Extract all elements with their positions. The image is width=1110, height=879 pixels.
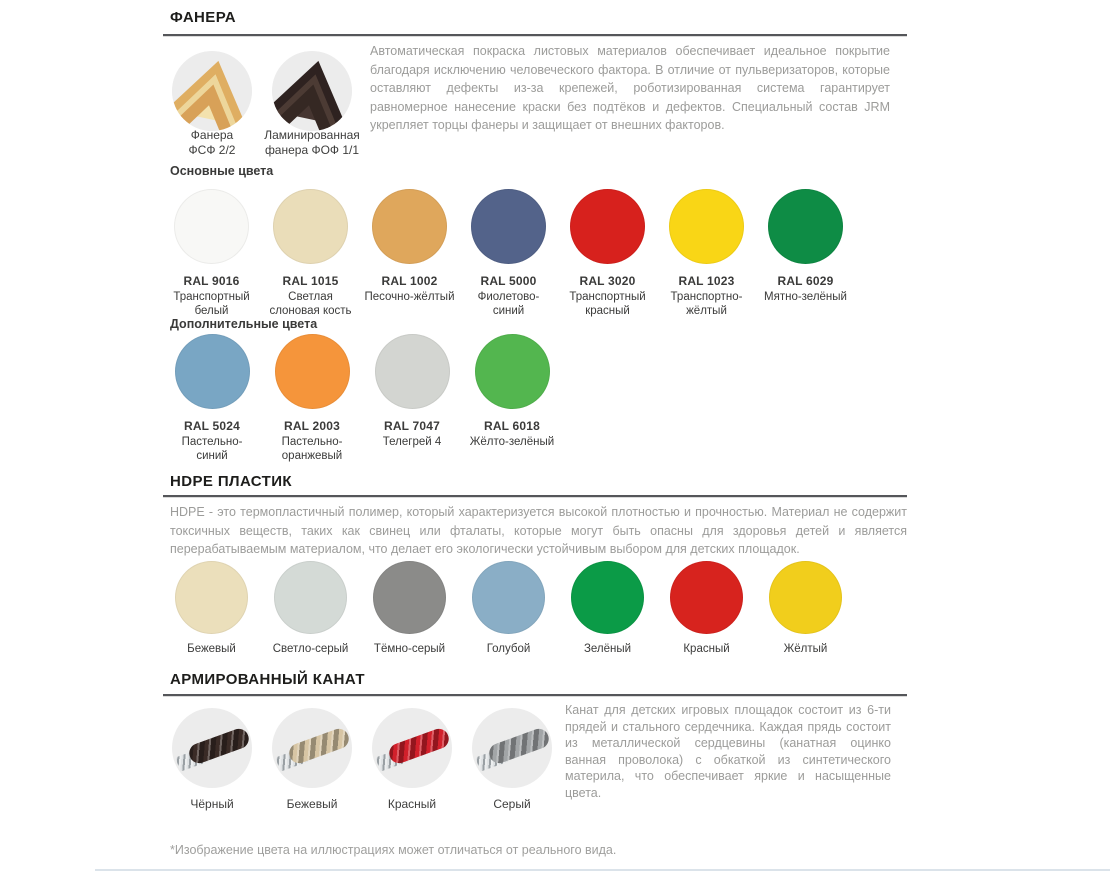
color-swatch: [274, 561, 347, 634]
color-swatch-item: [558, 189, 657, 318]
color-swatch-item: [756, 561, 855, 656]
laminated-plywood-label-line1: Ламинированная: [264, 128, 360, 142]
plywood-fsf-icon: [172, 51, 252, 131]
color-swatch: [375, 334, 450, 409]
color-name: Жёлтый: [783, 643, 828, 655]
color-swatch: [570, 189, 645, 264]
ral-code: RAL 2003: [283, 419, 341, 433]
color-swatch: [769, 561, 842, 634]
rope-sample-image: [172, 708, 252, 788]
color-swatch: [273, 189, 348, 264]
ral-code: RAL 3020: [579, 274, 636, 288]
rope-icon: [386, 726, 451, 766]
rope-color-name: Чёрный: [190, 797, 234, 811]
color-name: Телегрей 4: [382, 436, 442, 448]
rope-sample-image: [472, 708, 552, 788]
color-swatch: [175, 334, 250, 409]
rope-icon: [286, 726, 351, 766]
color-swatch: [768, 189, 843, 264]
color-swatch-item: [261, 561, 360, 656]
color-name: Фиолетово-синий: [477, 291, 540, 317]
color-name: Пастельно-синий: [181, 436, 243, 462]
hdpe-colors-row: [162, 561, 855, 656]
hdpe-description: HDPE - это термопластичный полимер, который характеризуется высокой плотностью и прочностью. Материал не содержит токсичных веществ, таких как свинец или фталаты, которые могут быть опасны для здоровья детей и является перерабатываемым материалом, что делает его экологически устойчивым выбором для детских площадок.: [170, 505, 907, 556]
rope-colors-row: [162, 708, 562, 811]
color-name: Светлая слоновая кость: [269, 291, 352, 317]
color-swatch-item: [462, 334, 562, 463]
color-name: Зелёный: [583, 643, 632, 655]
plywood-description: Автоматическая покраска листовых материалов обеспечивает идеальное покрытие благодаря исключению человеческого фактора. В отличие от пульверизаторов, которые оставляют дефекты из-за крепежей, роботизированная система гарантирует равномерное нанесение краски без подтёков и дефектов. Специальный состав JRM укрепляет торцы фанеры и защищает от внешних факторов.: [370, 44, 890, 132]
color-swatch: [471, 189, 546, 264]
ral-code: RAL 1015: [282, 274, 339, 288]
laminated-plywood-sample-label: [252, 128, 372, 158]
color-swatch-item: [657, 561, 756, 656]
color-swatch-item: [162, 334, 262, 463]
plywood-fof-icon: [272, 51, 352, 131]
rope-icon: [486, 726, 551, 766]
color-name: Пастельно-оранжевый: [281, 436, 343, 462]
color-swatch: [175, 561, 248, 634]
laminated-plywood-label-line2: фанера ФОФ 1/1: [264, 143, 360, 157]
color-swatch: [670, 561, 743, 634]
extra-colors-row: [162, 334, 562, 463]
ral-code: RAL 1002: [381, 274, 438, 288]
color-name: Мятно-зелёный: [764, 291, 847, 303]
ral-code: RAL 1023: [678, 274, 735, 288]
ral-code: RAL 5024: [183, 419, 241, 433]
rope-sample-image: [272, 708, 352, 788]
main-colors-heading: Основные цвета: [170, 164, 274, 178]
color-swatch-item: [459, 561, 558, 656]
color-swatch-item: [360, 561, 459, 656]
plywood-sample-label-line1: Фанера: [190, 128, 234, 142]
rope-color-name: Бежевый: [286, 797, 338, 811]
color-swatch: [669, 189, 744, 264]
section-title-hdpe: HDPE ПЛАСТИК: [170, 473, 292, 490]
color-swatch-item: [657, 189, 756, 318]
color-swatch-item: [162, 561, 261, 656]
color-swatch-item: [261, 189, 360, 318]
rope-color-name: Красный: [387, 797, 437, 811]
color-swatch-item: [362, 334, 462, 463]
color-name: Светло-серый: [272, 643, 349, 655]
color-swatch: [571, 561, 644, 634]
section-title-plywood: ФАНЕРА: [170, 9, 237, 26]
rope-swatch-item: [162, 708, 262, 811]
footnote: *Изображение цвета на иллюстрациях может отличаться от реального вида.: [170, 843, 617, 857]
extra-colors-heading: Дополнительные цвета: [170, 317, 318, 331]
color-swatch: [475, 334, 550, 409]
color-swatch-item: [262, 334, 362, 463]
rope-swatch-item: [262, 708, 362, 811]
rope-swatch-item: [462, 708, 562, 811]
section-divider: [163, 495, 907, 498]
ral-code: RAL 9016: [183, 274, 240, 288]
ral-code: RAL 7047: [383, 419, 441, 433]
section-title-rope: АРМИРОВАННЫЙ КАНАТ: [170, 671, 365, 688]
color-swatch-item: [360, 189, 459, 318]
ral-code: RAL 5000: [480, 274, 537, 288]
ral-code: RAL 6018: [483, 419, 541, 433]
main-colors-row: [162, 189, 855, 318]
color-name: Бежевый: [187, 643, 236, 655]
rope-description: Канат для детских игровых площадок состоит из 6-ти прядей и стального сердечника. Каждая прядь состоит из металлической сердцевины (канатная оцинко ванная проволока) с обкаткой из синтетического материла, что обеспечивает яркие и насыщенные цвета.: [565, 703, 891, 800]
color-name: Голубой: [486, 643, 531, 655]
color-name: Жёлто-зелёный: [469, 436, 555, 448]
section-divider: [163, 34, 907, 37]
color-name: Песочно-жёлтый: [364, 291, 455, 303]
ral-code: RAL 6029: [777, 274, 834, 288]
color-name: Тёмно-серый: [373, 643, 446, 655]
color-swatch-item: [756, 189, 855, 318]
bottom-divider: [95, 869, 1110, 871]
section-divider: [163, 694, 907, 697]
color-name: Красный: [683, 643, 730, 655]
color-swatch: [174, 189, 249, 264]
color-swatch-item: [459, 189, 558, 318]
color-swatch: [472, 561, 545, 634]
rope-sample-image: [372, 708, 452, 788]
plywood-sample-label-line2: ФСФ 2/2: [188, 143, 236, 157]
rope-swatch-item: [362, 708, 462, 811]
color-swatch-item: [162, 189, 261, 318]
color-name: Транспортный белый: [173, 291, 250, 317]
color-swatch: [372, 189, 447, 264]
rope-icon: [186, 726, 251, 766]
laminated-plywood-sample-image: [272, 51, 352, 131]
color-swatch-item: [558, 561, 657, 656]
color-name: Транспортно-жёлтый: [670, 291, 743, 317]
color-name: Транспортный красный: [569, 291, 646, 317]
rope-color-name: Серый: [493, 797, 531, 811]
color-swatch: [275, 334, 350, 409]
color-swatch: [373, 561, 446, 634]
plywood-sample-image: [172, 51, 252, 131]
